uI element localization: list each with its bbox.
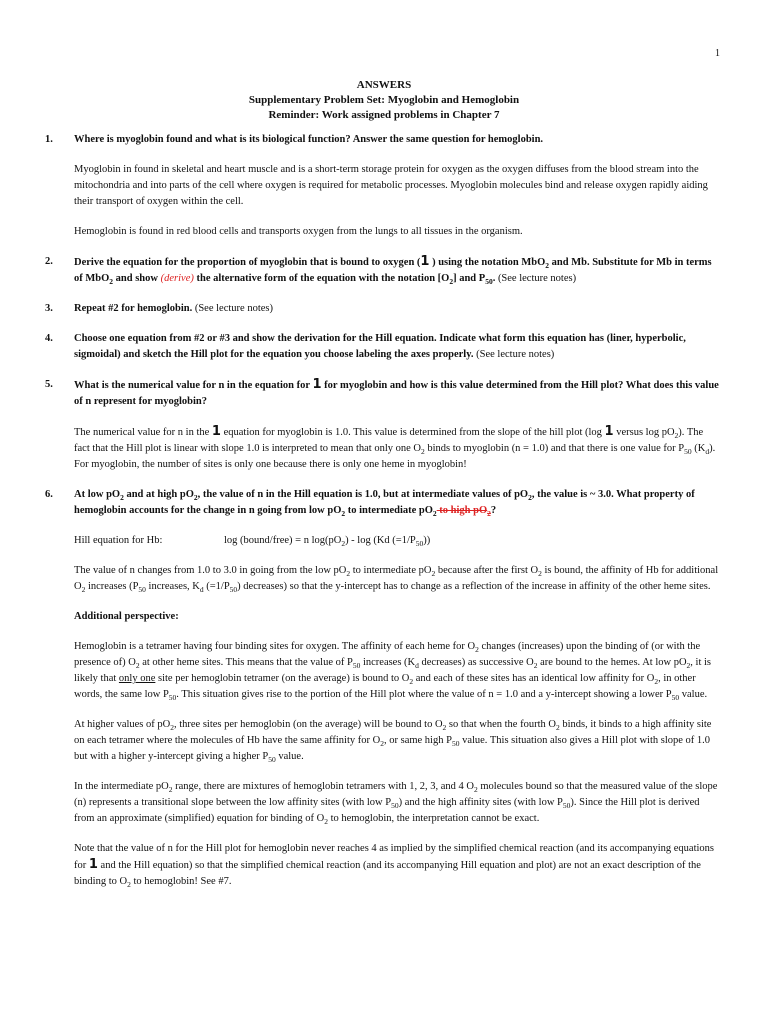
hill-equation-formula: log (bound/free) = n $\log(pO_2)$ - log (Kd $(=1/P_{50})$) bbox=[224, 535, 431, 549]
question-6 bbox=[45, 487, 721, 519]
answer-5: The numerical value for n in the 1 equation for myoglobin is 1.0. This value is determined from the slope of the hill plot (log 1 versus $\log pO_2$). The fact that the Hill plot is linear with slope 1.0 is interpreted to mean that only one $O_2$ binds to myoglobin (n = 1.0) and that there is one value for $P_{50}$ $(K_d)$. For myoglobin, the number of sites is only one because there is only one heme in myoglobin! bbox=[74, 424, 716, 470]
question-number: 6. bbox=[45, 489, 53, 500]
symbol-glyph: 1 bbox=[420, 254, 430, 269]
question-5 bbox=[45, 377, 721, 410]
lecture-note: (See lecture notes) bbox=[192, 303, 273, 314]
question-number: 3. bbox=[45, 303, 53, 314]
question-number: 1. bbox=[45, 134, 53, 145]
question-number: 4. bbox=[45, 333, 53, 344]
answer-6: The value of n changes from 1.0 to 3.0 in going from the low $pO_2$ to intermediate $pO_2$ because after the first $O_2$ is bound, the affinity of Hb for additional $O_2$ increases ($P_{50}$ increases, $K_d$ $(=1/P_{50})$ decreases) so that the y-intercept has to change as a reflection of the increase in affinity of the other heme sites. bbox=[74, 565, 719, 595]
lecture-note: (See lecture notes) bbox=[473, 349, 555, 360]
derive-note: (derive) bbox=[160, 273, 194, 284]
hill-equation bbox=[74, 533, 721, 549]
perspective-paragraph: Hemoglobin is a tetramer having four binding sites for oxygen. The affinity of each heme for $O_2$ changes (increases) upon the binding of (or with the presence of) $O_2$ at other heme sites. This means that the value of $P_{50}$ increases ($K_d$ decreases) as successive $O_2$ are bound to the hemes. At low $pO_2$, it is likely that only one site per hemoglobin tetramer (on the average) is bound to $O_2$ and each of these sites has an identical low affinity for $O_2$, in other words, the same low $P_{50}$. This situation gives rise to the portion of the Hill plot where the value of n = 1.0 and a y-intercept showing a lower $P_{50}$ value. bbox=[74, 641, 711, 703]
header-subtitle: Supplementary Problem Set: Myoglobin and Hemoglobin bbox=[248, 94, 520, 106]
question-text: Choose one equation from #2 or #3 and show the derivation for the Hill equation. Indicate what form this equation has (liner, hyperbolic, sigmoidal) and sketch the Hill plot for the equation you choose labeling the axes properly. (See lecture notes) bbox=[74, 333, 686, 360]
question-4 bbox=[45, 331, 721, 363]
document-header bbox=[0, 78, 768, 123]
answer-1-hemoglobin: Hemoglobin is found in red blood cells and transports oxygen from the lungs to all tissues in the organism. bbox=[74, 226, 523, 237]
question-text: At low $pO_2$ and at high $pO_2$, the value of n in the Hill equation is 1.0, but at intermediate values of $pO_2$, the value is ~ 3.0. What property of hemoglobin accounts for the change in n going from low $pO_2$ to intermediate $pO_2$ to high $pO_2$? bbox=[74, 489, 695, 519]
question-text: Derive the equation for the proportion of myoglobin that is bound to oxygen (1 ) using the notation MbO$_2$ and Mb. Substitute for Mb in terms of MbO$_2$ and show (derive) the alternative form of the equation with the notation $[O_2]$ and $P_{50}$. (See lecture notes) bbox=[74, 254, 712, 287]
document-body bbox=[45, 132, 721, 904]
lecture-note: (See lecture notes) bbox=[495, 273, 577, 284]
answer-1-myoglobin: Myoglobin in found in skeletal and heart muscle and is a short-term storage protein for oxygen as the oxygen diffuses from the blood stream into the mitochondria and into parts of the cell where oxygen is required for metabolic processes. Myoglobin molecules bind and release oxygen rapidly aiding their transport of oxygen within the cell. bbox=[74, 164, 708, 207]
question-text: What is the numerical value for n in the equation for 1 for myoglobin and how is this value determined from the Hill plot? What does this value of n represent for myoglobin? bbox=[74, 377, 719, 407]
question-number: 5. bbox=[45, 379, 53, 390]
perspective-paragraph: At higher values of $pO_2$, three sites per hemoglobin (on the average) will be bound to $O_2$ so that when the fourth $O_2$ binds, it binds to a high affinity site on each tetramer where the molecules of Hb have the same affinity for $O_2$, or same high $P_{50}$ value. This situation also gives a Hill plot with slope of 1.0 but with a higher y-intercept giving a higher $P_{50}$ value. bbox=[74, 719, 712, 765]
perspective-paragraph: In the intermediate $pO_2$ range, there are mixtures of hemoglobin tetramers with 1, 2, 3, and 4 $O_2$ molecules bound so that the measured value of the slope (n) represents a transitional slope between the low affinity sites (with low $P_{50}$) and the high affinity sites (with low $P_{50}$). Since the Hill plot is derived from an approximate (simplified) equation for binding of $O_2$ to hemoglobin, the interpretation cannot be exact. bbox=[74, 781, 718, 827]
hill-equation-label: Hill equation for Hb: bbox=[74, 535, 163, 546]
additional-perspective-heading: Additional perspective: bbox=[74, 611, 179, 622]
question-text: Repeat #2 for hemoglobin. (See lecture notes) bbox=[74, 303, 273, 314]
question-3 bbox=[45, 301, 721, 317]
struck-text: to high pO bbox=[436, 505, 488, 516]
symbol-glyph: 1 bbox=[312, 377, 322, 392]
header-title: ANSWERS bbox=[356, 79, 412, 91]
page-number: 1 bbox=[715, 48, 720, 59]
question-1 bbox=[45, 132, 721, 148]
question-number: 2. bbox=[45, 256, 53, 267]
question-2 bbox=[45, 254, 721, 287]
header-reminder: Reminder: Work assigned problems in Chapter 7 bbox=[268, 109, 500, 121]
perspective-paragraph: Note that the value of n for the Hill plot for hemoglobin never reaches 4 as implied by the simplified chemical reaction (and its accompanying equations for 1 and the Hill equation) so that the simplified chemical reaction (and its accompanying Hill equation and plot) are not an exact description of the binding to $O_2$ to hemoglobin! See #7. bbox=[74, 843, 715, 890]
question-text: Where is myoglobin found and what is its biological function? Answer the same question for hemoglobin. bbox=[74, 134, 544, 145]
